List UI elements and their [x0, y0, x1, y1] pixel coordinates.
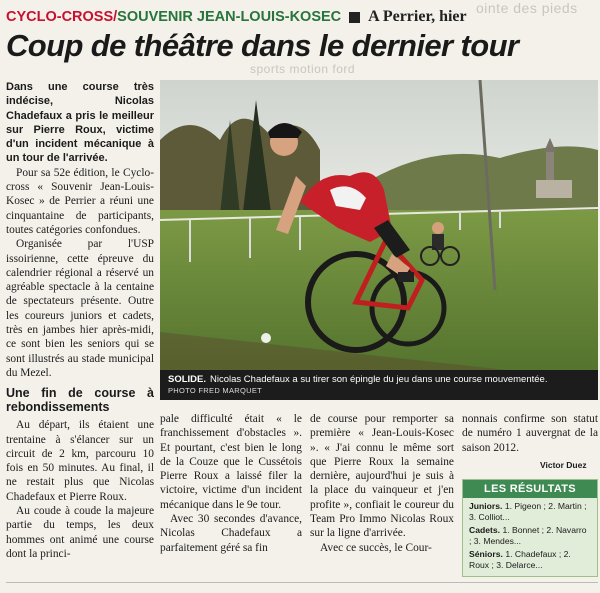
article-column-1: [6, 80, 154, 561]
results-label: Séniors.: [469, 549, 503, 559]
results-title: LES RÉSULTATS: [463, 480, 597, 498]
bottom-rule: [6, 582, 598, 583]
author-signature: Victor Duez: [540, 460, 587, 470]
article-lead: Dans une course très indécise, Nicolas Chadefaux a pris le meilleur sur Pierre Roux, victime d'un incident mécanique à un tour de l'arrivée.: [6, 81, 154, 165]
photo-caption: [160, 370, 598, 400]
kicker-category: CYCLO-CROSS/: [6, 9, 118, 25]
article-paragraph: Au départ, ils étaient une trentaine à s'élancer sur un circuit de 2 km, parcouru 10 fois en 50 minutes. Au final, il ne restait plus que Nicolas Chadefaux et Pierre Roux.: [6, 419, 154, 503]
bleed-through-text: ointe des pieds: [476, 0, 578, 16]
results-label: Juniors.: [469, 501, 503, 511]
results-box: [462, 479, 598, 577]
results-cadets: [469, 525, 591, 547]
square-bullet-icon: [349, 12, 360, 23]
article-column-2: [160, 412, 302, 555]
bleed-through-text: sports motion ford: [250, 62, 356, 76]
article-paragraph: Organisée par l'USP issoirienne, cette épreuve du calendrier régional a réservé un agréable spectacle à la centaine de spectateurs présente. Outre les coureurs juniors et cadets, très en jambes hier après-midi, ce sont bien les seniors qui se sont illustrés au stade municipal du Mezel.: [6, 238, 154, 379]
results-juniors: [469, 501, 591, 523]
cyclist-photo-illustration: [160, 80, 598, 398]
article-column-4: [462, 412, 598, 455]
results-label: Cadets.: [469, 525, 501, 535]
article-subhead: Une fin de course à rebondissements: [6, 386, 154, 415]
results-value: 1. Chadefaux ; 2. Roux ; 3. Delarce...: [469, 549, 571, 570]
article-column-3: [310, 412, 454, 555]
article-paragraph: Au coude à coude la majeure partie du temps, les deux hommes ont animé une course dont la princi-: [6, 505, 154, 560]
photo-credit: PHOTO FRED MARQUET: [168, 386, 263, 395]
results-value: 1. Bonnet ; 2. Navarro ; 3. Mendes...: [469, 525, 587, 546]
article-paragraph: pale difficulté était « le franchissement d'obstacles ». Et pourtant, c'est bien le long de la Couze que le Cussétois Pierre Roux a laissé filer la victoire, victime d'un incident mécanique dans le 9e tour.: [160, 413, 302, 511]
article-headline: Coup de théâtre dans le dernier tour: [6, 28, 519, 63]
article-paragraph: Avec ce succès, le Cour-: [320, 541, 432, 554]
race-photo: [160, 80, 598, 398]
caption-label: SOLIDE.: [168, 374, 207, 385]
article-paragraph: Avec 30 secondes d'avance, Nicolas Chadefaux a parfaitement géré sa fin: [160, 513, 302, 554]
article-paragraph: de course pour remporter sa première « Jean-Louis-Kosec ». « J'ai connu le même sort que Pierre Roux la semaine dernière, aujourd'hui je suis à la place du vainqueur et j'en profite », confiait le coureur du Team Pro Immo Nicolas Roux sur la ligne d'arrivée.: [310, 413, 454, 540]
caption-text: Nicolas Chadefaux a su tirer son épingle du jeu dans une course mouvementée.: [210, 374, 548, 385]
results-seniors: [469, 549, 591, 571]
kicker-place: A Perrier, hier: [368, 8, 467, 25]
article-paragraph: Pour sa 52e édition, le Cyclo-cross « Souvenir Jean-Louis-Kosec » de Perrier a réuni une cinquantaine de participants, toutes catégories confondues.: [6, 166, 154, 236]
kicker-event: SOUVENIR JEAN-LOUIS-KOSEC: [117, 9, 342, 25]
article-paragraph: nonnais confirme son statut de numéro 1 auvergnat de la saison 2012.: [462, 413, 598, 454]
results-value: 1. Pigeon ; 2. Martin ; 3. Colliot...: [469, 501, 587, 522]
section-kicker: [6, 6, 467, 28]
